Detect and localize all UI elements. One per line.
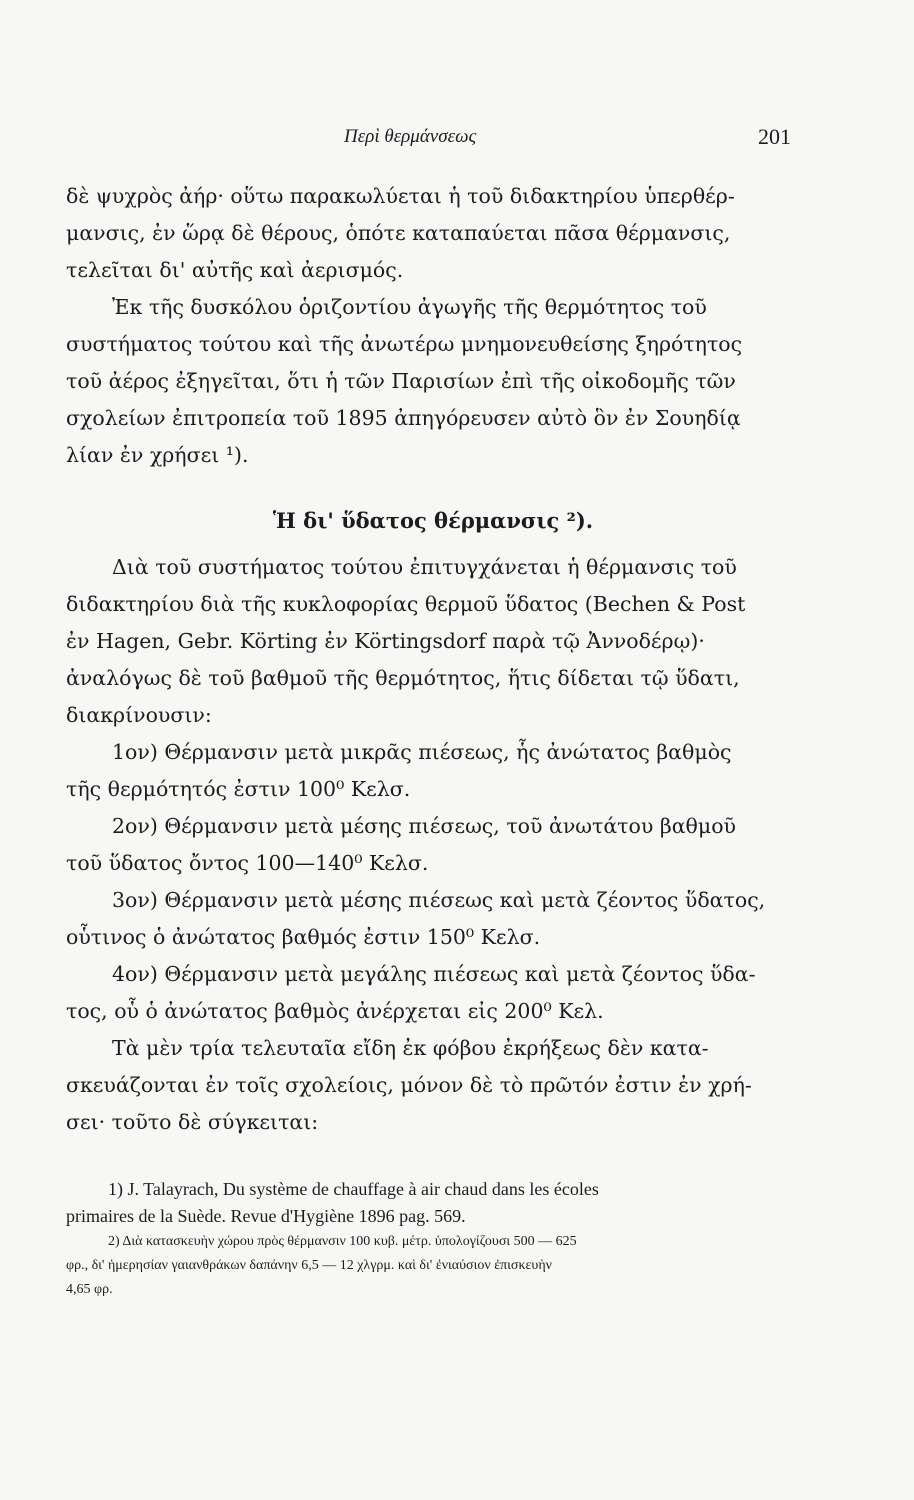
text-line: Ἐκ τῆς δυσκόλου ὁριζοντίου ἀγωγῆς τῆς θερμότητος τοῦ bbox=[112, 295, 707, 319]
text-line: τος, οὗ ὁ ἀνώτατος βαθμὸς ἀνέρχεται εἰς 200⁰ Κελ. bbox=[66, 999, 604, 1023]
footnote-line: φρ., δι' ἡμερησίαν γαιανθράκων δαπάνην 6,5 — 12 χλγρμ. καὶ δι' ἐνιαύσιον ἐπισκευὴν bbox=[66, 1258, 552, 1273]
text-line: τῆς θερμότητός ἐστιν 100⁰ Κελσ. bbox=[66, 777, 411, 801]
paragraph-3 bbox=[66, 549, 794, 734]
text-line: διακρίνουσιν: bbox=[66, 703, 212, 727]
text-line: δὲ ψυχρὸς ἀήρ· οὕτω παρακωλύεται ἡ τοῦ διδακτηρίου ὑπερθέρ- bbox=[66, 184, 735, 208]
text-line: ἐν Hagen, Gebr. Körting ἐν Körtingsdorf παρὰ τῷ Ἀννοδέρῳ)· bbox=[66, 629, 705, 653]
text-line: συστήματος τούτου καὶ τῆς ἀνωτέρω μνημονευθείσης ξηρότητος bbox=[66, 332, 743, 356]
list-item bbox=[66, 808, 794, 882]
text-line: τοῦ ἀέρος ἐξηγεῖται, ὅτι ἡ τῶν Παρισίων ἐπὶ τῆς οἰκοδομῆς τῶν bbox=[66, 369, 736, 393]
text-line: οὗτινος ὁ ἀνώτατος βαθμός ἐστιν 150⁰ Κελσ. bbox=[66, 925, 541, 949]
footnote-line: primaires de la Suède. Revue d'Hygiène 1896 pag. 569. bbox=[66, 1206, 466, 1226]
text-line: 3ον) Θέρμανσιν μετὰ μέσης πιέσεως καὶ μετὰ ζέοντος ὕδατος, bbox=[112, 888, 766, 912]
paragraph-2 bbox=[66, 289, 794, 474]
text-line: 1ον) Θέρμανσιν μετὰ μικρᾶς πιέσεως, ἧς ἀνώτατος βαθμὸς bbox=[112, 740, 732, 764]
text-line: 2ον) Θέρμανσιν μετὰ μέσης πιέσεως, τοῦ ἀνωτάτου βαθμοῦ bbox=[112, 814, 737, 838]
text-line: 4ον) Θέρμανσιν μετὰ μεγάλης πιέσεως καὶ μετὰ ζέοντος ὕδα- bbox=[112, 962, 756, 986]
footnote-line: 1) J. Talayrach, Du système de chauffage à air chaud dans les écoles bbox=[108, 1179, 599, 1199]
list-item bbox=[66, 882, 794, 956]
main-text bbox=[66, 178, 794, 1141]
text-line: λίαν ἐν χρήσει ¹). bbox=[66, 443, 249, 467]
text-line: Διὰ τοῦ συστήματος τούτου ἐπιτυγχάνεται ἡ θέρμανσις τοῦ bbox=[112, 555, 737, 579]
page-header bbox=[66, 126, 791, 156]
paragraph-4 bbox=[66, 1030, 794, 1141]
page-number: 201 bbox=[758, 124, 791, 149]
text-line: τοῦ ὕδατος ὄντος 100—140⁰ Κελσ. bbox=[66, 851, 429, 875]
footnotes bbox=[66, 1176, 796, 1302]
text-line: Τὰ μὲν τρία τελευταῖα εἴδη ἐκ φόβου ἐκρήξεως δὲν κατα- bbox=[112, 1036, 709, 1060]
list-item bbox=[66, 734, 794, 808]
footnote-line: 2) Διὰ κατασκευὴν χώρου πρὸς θέρμανσιν 100 κυβ. μέτρ. ὑπολογίζουσι 500 — 625 bbox=[108, 1234, 577, 1249]
text-line: σχολείων ἐπιτροπεία τοῦ 1895 ἀπηγόρευσεν αὐτὸ ὃν ἐν Σουηδίᾳ bbox=[66, 406, 741, 430]
heating-types-list bbox=[66, 734, 794, 1030]
running-title: Περὶ θερμάνσεως bbox=[344, 126, 477, 147]
text-line: ἀναλόγως δὲ τοῦ βαθμοῦ τῆς θερμότητος, ἥτις δίδεται τῷ ὕδατι, bbox=[66, 666, 740, 690]
text-line: σει· τοῦτο δὲ σύγκειται: bbox=[66, 1110, 319, 1134]
footnote-2 bbox=[66, 1230, 796, 1302]
list-item bbox=[66, 956, 794, 1030]
footnote-line: 4,65 φρ. bbox=[66, 1282, 113, 1297]
text-line: τελεῖται δι' αὐτῆς καὶ ἀερισμός. bbox=[66, 258, 404, 282]
section-heading: Ἡ δι' ὕδατος θέρμανσις ²). bbox=[272, 508, 594, 533]
footnote-1 bbox=[66, 1176, 796, 1230]
text-line: μανσις, ἐν ὥρᾳ δὲ θέρους, ὁπότε καταπαύεται πᾶσα θέρμανσις, bbox=[66, 221, 731, 245]
text-line: σκευάζονται ἐν τοῖς σχολείοις, μόνον δὲ τὸ πρῶτόν ἐστιν ἐν χρή- bbox=[66, 1073, 752, 1097]
text-line: διδακτηρίου διὰ τῆς κυκλοφορίας θερμοῦ ὕδατος (Bechen & Post bbox=[66, 592, 746, 616]
paragraph-1 bbox=[66, 178, 794, 289]
